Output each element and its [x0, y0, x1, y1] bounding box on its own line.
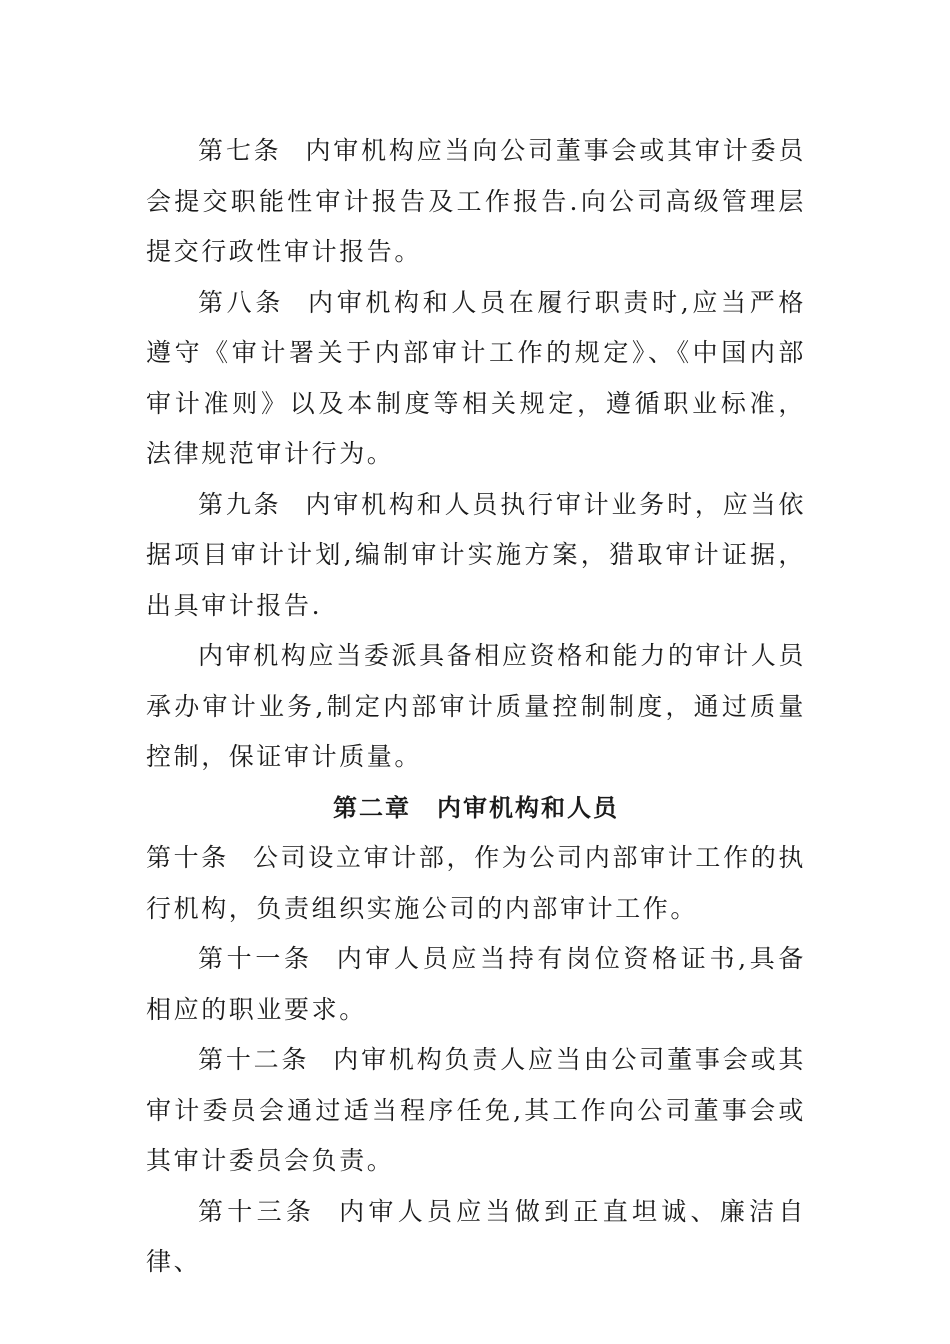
article-number: 第十三条	[198, 1196, 316, 1226]
paragraph-text: 内审机构应当委派具备相应资格和能力的审计人员承办审计业务,制定内部审计质量控制制度，通过质量控制，保证审计质量。	[146, 641, 806, 771]
article-number: 第十二条	[198, 1045, 310, 1074]
article-text: 内审人员应当持有岗位资格证书,具备相应的职业要求。	[146, 944, 807, 1024]
article-9-continuation	[146, 631, 806, 783]
chapter-number: 第二章	[333, 793, 411, 822]
article-11	[146, 934, 806, 1035]
article-number: 第八条	[198, 287, 285, 317]
article-9	[146, 480, 806, 632]
article-text: 内审机构负责人应当由公司董事会或其审计委员会通过适当程序任免,其工作向公司董事会或其审计委员会负责。	[146, 1045, 806, 1175]
chapter-title: 内审机构和人员	[437, 793, 619, 822]
chapter-heading	[146, 783, 806, 834]
article-13	[146, 1187, 806, 1288]
article-text: 内审机构和人员执行审计业务时，应当依据项目审计计划,编制审计实施方案，猎取审计证据，出具审计报告.	[146, 489, 806, 620]
article-text: 内审机构应当向公司董事会或其审计委员会提交职能性审计报告及工作报告.向公司高级管理层提交行政性审计报告。	[146, 136, 806, 266]
article-text: 公司设立审计部，作为公司内部审计工作的执行机构，负责组织实施公司的内部审计工作。	[146, 843, 806, 923]
article-8	[146, 278, 806, 480]
article-number: 第九条	[198, 489, 282, 519]
article-text: 内审机构和人员在履行职责时,应当严格遵守《审计署关于内部审计工作的规定》、《中国内部审计准则》以及本制度等相关规定，遵循职业标准，法律规范审计行为。	[146, 287, 807, 468]
article-number: 第十条	[146, 843, 229, 872]
article-number: 第七条	[198, 136, 282, 165]
article-10	[146, 833, 806, 934]
article-7	[146, 126, 806, 278]
article-number: 第十一条	[198, 944, 313, 973]
article-text: 内审人员应当做到正直坦诚、廉洁自律、	[146, 1196, 806, 1276]
article-12	[146, 1035, 806, 1187]
document-body	[146, 126, 806, 1288]
